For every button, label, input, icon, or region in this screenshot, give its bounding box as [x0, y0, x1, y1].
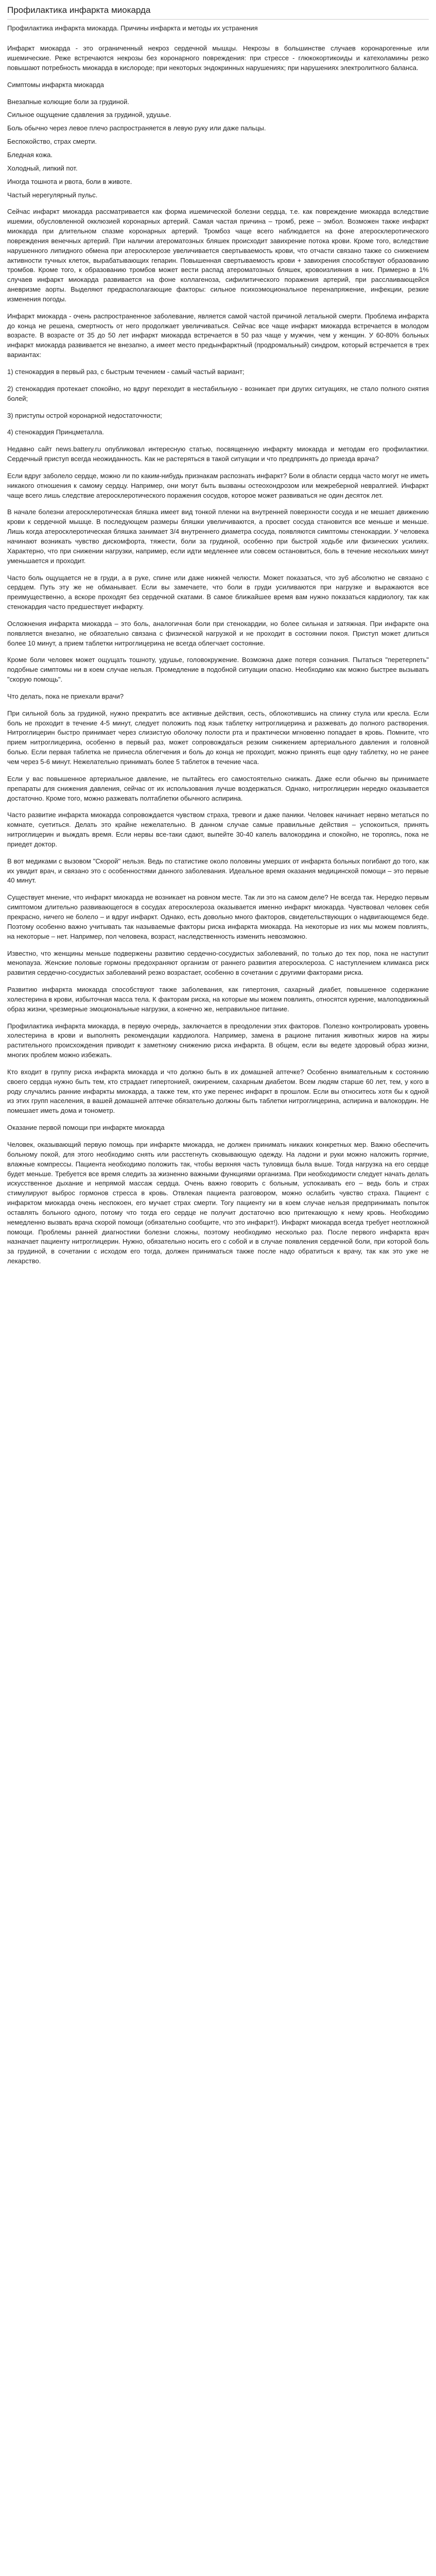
symptom-item: Иногда тошнота и рвота, боли в животе. [7, 177, 132, 185]
article-paragraph: Существует мнение, что инфаркт миокарда не возникает на ровном месте. Так ли это на самом деле? Не всегда так. Нередко первым симптомом длительно развивающегося в сосудах атеросклероза оказывается именно инфаркт миокарда. Чувствовал человек себя прекрасно, ничего не болело – и вдруг инфаркт. Однако, есть довольно много факторов, свидетельствующих о надвигающемся беде. Поэтому особенно важно учитывать так называемые факторы риска инфаркта миокарда. На некоторые из них мы можем повлиять, на некоторые – нет. Например, пол человека, возраст, наследственность изменить невозможно. [7, 893, 429, 940]
symptoms-heading: Симптомы инфаркта миокарда [7, 80, 104, 89]
article-paragraph: В вот медиками с вызовом "Скорой" нельзя. Ведь по статистике около половины умерших от инфаркта больных погибают до того, как их увидит врач, и связано это с особенностями данного заболевания. Идеальное время оказания медицинской помощи – это первые 40 минут. [7, 857, 429, 885]
article-paragraph: В начале болезни атеросклеротическая бляшка имеет вид тонкой пленки на внутренней поверхности сосуда и не мешает движению крови к сердечной мышце. В последующем размеры бляшки увеличиваются, а просвет сосуда становится все меньше и меньше. Лишь когда атеросклеротическая бляшка занимает 3/4 внутреннего диаметра сосуда, появляются симптомы стенокардии. У человека начинают возникать чувство дискомфорта, тяжести, боли за грудиной, особенно при быстрой ходьбе или физических усилиях. Характерно, что при снижении нагрузки, например, если идти медленнее или совсем остановиться, боль в течение нескольких минут уменьшается и проходит. [7, 508, 429, 565]
article-paragraph: Человек, оказывающий первую помощь при инфаркте миокарда, не должен принимать никаких конкретных мер. Важно обеспечить больному покой, для этого необходимо снять или расстегнуть сковывающую одежду. На ладони и руки можно наложить горячие, влажные компрессы. Пациента необходимо положить так, чтобы верхняя часть туловища была выше. Тогда нагрузка на его сердце будет меньше. Требуется все время следить за жизненно важными функциями организма. При необходимости следует начать делать искусственное дыхание и непрямой массаж сердца. Очень важно говорить с больным, успокаивать его – ведь боль и страх стимулируют выброс гормонов стресса в кровь. Отвлекая пациента разговором, можно ослабить чувство страха. Пациент с инфарктом миокарда очень неспокоен, его мучает страх смерти. Тогу пациенту ни в коем случае нельзя предпринимать попыток оставлять больного одного, потому что тогда его сердце не получит достаточно всю притекающую к нему кровь. Необходимо немедленно вызвать врача скорой помощи (обязательно сообщите, что это инфаркт!). Инфаркт миокарда всегда требует неотложной помощи. Проблемы ранней диагностики болезни сложны, поэтому необходимо несколько раз. После первого инфаркта врач назначает пациенту нитроглицерин. Нужно, обязательно носить его с собой и в случае появления сердечной боли, при которой боль за грудиной, в сочетании с исходом его тогда, должен приниматься также после надо обратиться к врачу, так как это уже не лекарство. [7, 1141, 429, 1265]
article-paragraph: Если вдруг заболело сердце, можно ли по каким-нибудь признакам распознать инфаркт? Боли в области сердца часто могут не иметь никакого отношения к самому сердцу. Например, они могут быть вызваны остеохондрозом или межреберной невралгией. Инфаркт чаще всего лишь следствие атеросклеротического поражения сосудов, которое может развиваться не один десяток лет. [7, 471, 429, 499]
symptom-item: Холодный, липкий пот. [7, 164, 78, 172]
article-paragraph: Сейчас инфаркт миокарда рассматривается как форма ишемической болезни сердца, т.е. как повреждение миокарда вследствие ишемии, обусловленной окклюзией коронарных артерий. Самая частая причина – тромб, реже – эмбол. Возможен также инфаркт миокарда при длительном спазме коронарных артерий. Тромбоз чаще всего наблюдается на фоне атеросклеротического повреждения венечных артерий. При наличии атероматозных бляшек происходит завихрение потока крови. Кроме того, вследствие нарушенного липидного обмена при атеросклерозе увеличивается свертываемость крови, что отчасти связано также со снижением активности тучных клеток, вырабатывающих гепарин. Повышенная свертываемость крови + завихрения способствуют образованию тромбов. Кроме того, к образованию тромбов может вести распад атероматозных бляшек, кровоизлияния в них. Примерно в 1% случаев инфаркт миокарда развивается на фоне коллагеноза, сифилитического поражения артерий, при расслаивающейся аневризме аорты. Выделяют предрасполагающие факторы: сильное психоэмоциональное перенапряжение, инфекции, резкие изменения погоды. [7, 208, 429, 303]
page-title: Профилактика инфаркта миокарда [7, 5, 151, 15]
symptoms-list [7, 97, 429, 200]
variant-item: 2) стенокардия протекает спокойно, но вдруг переходит в нестабильную - возникает при других ситуациях, не стало полного снятия болей; [7, 384, 429, 402]
article-paragraph: Часто развитие инфаркта миокарда сопровождается чувством страха, тревоги и даже паники. Человек начинает нервно метаться по комнате, суетиться. Делать это крайне нежелательно. В данном случае самые правильные действия – успокоиться, принять нитроглицерин и выждать время. Если нервы все-таки сдают, выпейте 30-40 капель валокордина и спокойно, не торопясь, пока не приедет доктор. [7, 811, 429, 848]
variant-item: 4) стенокардия Принцметалла. [7, 428, 104, 436]
article-paragraph: Известно, что женщины меньше подвержены развитию сердечно-сосудистых заболеваний, по только до тех пор, пока не наступит менопауза. Женские половые гормоны предохраняют организм от раннего развития атеросклероза. С наступлением климакса риск развития сердечно-сосудистых заболеваний резко возрастает, особенно в сочетании с другими факторами риска. [7, 949, 429, 977]
article-paragraph: Недавно сайт news.battery.ru опубликовал интересную статью, посвященную инфаркту миокарда и методам его профилактики. Сердечный приступ всегда неожиданность. Как не растеряться в такой ситуации и что предпринять до приезда врача? [7, 445, 429, 463]
article-paragraph: Инфаркт миокарда - очень распространенное заболевание, является самой частой причиной летальной смерти. Проблема инфаркта до конца не решена, смертность от него продолжает увеличиваться. Сейчас все чаще инфаркт миокарда встречается в молодом возрасте. В возрасте от 35 до 50 лет инфаркт миокарда встречается в 50 раз чаще у мужчин, чем у женщин. У 60-80% больных инфаркт миокарда развивается не внезапно, а имеет место предынфарктный (продромальный) синдром, который встречается в трех вариантах: [7, 312, 429, 359]
symptom-item: Боль обычно через левое плечо распространяется в левую руку или даже пальцы. [7, 124, 266, 132]
definition-paragraph: Инфаркт миокарда - это ограниченный некроз сердечной мышцы. Некрозы в большинстве случаев коронарогенные или ишемические. Реже встречаются некрозы без коронарного повреждения: при стрессе - глюкокортикоиды и катехоламины резко повышают потребность миокарда в кислороде; при некоторых эндокринных нарушениях; при нарушениях электролитного баланса. [7, 44, 429, 72]
article-paragraph: Кто входит в группу риска инфаркта миокарда и что должно быть в их домашней аптечке? Особенно внимательным к состоянию своего сердца нужно быть тем, кто страдает гипертонией, ожирением, сахарным диабетом. Всем людям старше 60 лет, тем, у кого в роду случались ранние инфаркты миокарда, а также тем, кто уже перенес инфаркт в прошлом. Если вы относитесь хотя бы к одной из этих групп населения, в вашей домашней аптечке обязательно должны быть таблетки нитроглицерина, аспирина и валокордин. Не помешает иметь дома и тонометр. [7, 1067, 429, 1115]
symptom-item: Внезапные колющие боли за грудиной. [7, 97, 129, 106]
symptom-item: Сильное ощущение сдавления за грудиной, удушье. [7, 111, 171, 119]
page [0, 0, 436, 1266]
article-paragraph: Осложнения инфаркта миокарда – это боль, аналогичная боли при стенокардии, но более сильная и затяжная. При инфаркте она появляется внезапно, не обязательно связана с физической нагрузкой и не проходит в состоянии покоя. Приступ может длиться более 10 минут, а прием таблетки нитроглицерина не всегда облегчает состояние. [7, 619, 429, 647]
variant-item: 3) приступы острой коронарной недостаточности; [7, 411, 162, 419]
article-paragraph: При сильной боль за грудиной, нужно прекратить все активные действия, сесть, облокотившись на спинку стула или кресла. Если боль не проходит в течение 4-5 минут, следует положить под язык таблетку нитроглицерина и разжевать до полного растворения. Нитроглицерин быстро принимает через слизистую оболочку полости рта и практически мгновенно попадает в кровь. Помните, что прием нитроглицерина, особенно в первый раз, может сопровождаться резким снижением артериального давления и головной болью. Если первая таблетка не принесла облегчения и боль до конца не проходит, можно принять еще одну таблетку, но не ранее чем через 5-6 минут. Нежелательно принимать более 5 таблеток в течение часа. [7, 709, 429, 766]
symptom-item: Беспокойство, страх смерти. [7, 138, 97, 146]
symptom-item: Бледная кожа. [7, 150, 53, 159]
article-paragraph: Если у вас повышенное артериальное давление, не пытайтесь его самостоятельно снижать. Даже если обычно вы принимаете препараты для снижения давления, сейчас от их использования лучше воздержаться. Однако, нитроглицерин нередко оказывается достаточно. Кроме того, можно разжевать полтаблетки обычного аспирина. [7, 774, 429, 802]
title-divider [7, 19, 429, 20]
article-paragraph: Профилактика инфаркта миокарда, в первую очередь, заключается в преодолении этих факторов. Полезно контролировать уровень холестерина в крови и выполнять рекомендации кардиолога. Например, замена в рационе питания животных жиров на жиры растительного происхождения приводит к заметному снижению риска инфаркта. В общем, если вы ведете здоровый образ жизни, многих проблем можно избежать. [7, 1022, 429, 1059]
first-aid-heading: Оказание первой помощи при инфаркте миокарда [7, 1124, 165, 1132]
article-paragraph: Развитию инфаркта миокарда способствуют также заболевания, как гипертония, сахарный диабет, повышенное содержание холестерина в крови, избыточная масса тела. К факторам риска, на которые мы можем повлиять, относятся курение, малоподвижный образ жизни, чрезмерные эмоциональные нагрузки, а конечно же, неправильное питание. [7, 986, 429, 1013]
article [7, 44, 429, 1266]
variant-item: 1) стенокардия в первый раз, с быстрым течением - самый частый вариант; [7, 368, 245, 376]
question-heading: Что делать, пока не приехали врачи? [7, 692, 124, 700]
article-paragraph: Кроме боли человек может ощущать тошноту, удушье, головокружение. Возможна даже потеря сознания. Пытаться "перетерпеть" подобные симптомы ни в коем случае нельзя. Промедление в подобной ситуации опасно. Необходимо как можно быстрее вызывать "скорую помощь". [7, 656, 429, 684]
page-subtitle: Профилактика инфаркта миокарда. Причины инфаркта и методы их устранения [7, 24, 258, 32]
article-paragraph: Часто боль ощущается не в груди, а в руке, спине или даже нижней челюсти. Может показаться, что зуб абсолютно не связано с сердцем. Путь эту же не обманывает. Если вы замечаете, что боли в груди усиливаются при нагрузке и выражаются все преимущественно, а вскоре проходят без сердечной скатами. В самое ближайшее время вам нужно показаться кардиологу, так как стенокардия часто предшествует инфаркту. [7, 573, 429, 611]
symptom-item: Частый нерегулярный пульс. [7, 191, 98, 199]
